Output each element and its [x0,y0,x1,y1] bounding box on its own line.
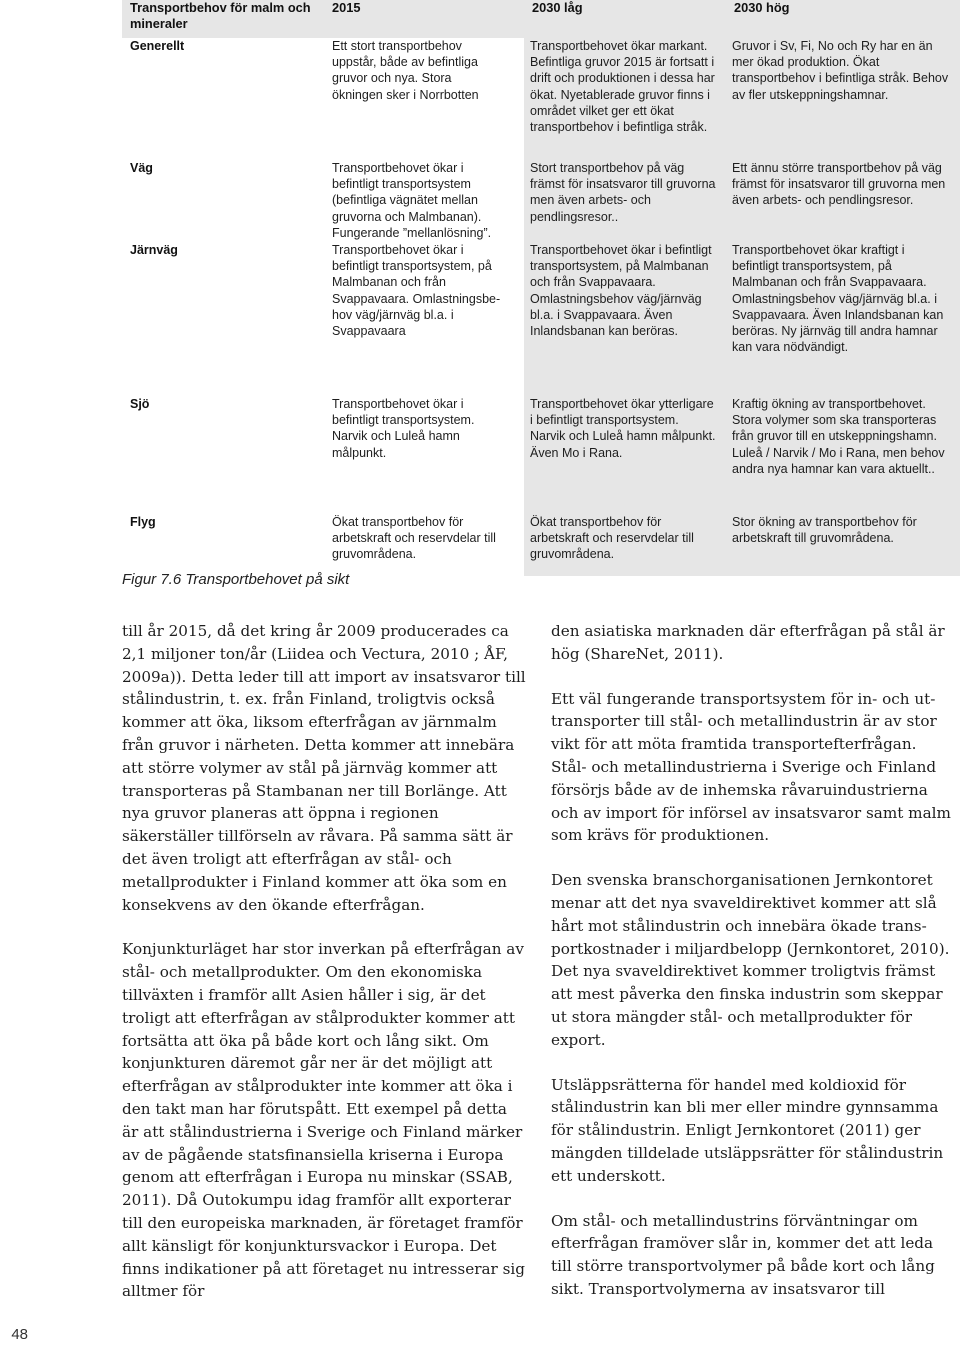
paragraph: Den svenska branschorganisationen Jernkontoret menar att det nya svaveldirektivet kommer att slå hårt mot stålindustrin och innebära ökade transportkostnader i miljardbelopp (Jernkontoret, 2010). Det nya svaveldirektivet kommer troligtvis främst att mest påverka den finska industrin som skeppar ut stora mängder stål- och metallprodukter för export. [551,871,950,1049]
row-label: Sjö [130,397,150,411]
header-category: Transportbehov för malm och mineraler [122,0,324,38]
body-column-right [551,620,956,1323]
cell-2015: Transportbehovet ökar i befintligt transportsystem, på Malmbanan och från Svappavaara. Omlastningsbehov väg/järnväg bl.a. i Svappavaara [332,243,501,339]
cell-2030-low: Transportbehovet ökar ytterligare i befintligt transportsystem. Narvik och Luleå hamn målpunkt. Även Mo i Rana. [524,396,726,514]
header-2030-high: 2030 hög [726,0,960,38]
cell-2030-high: Stor ökning av transportbehov för arbetskraft till gruvområdena. [726,514,960,576]
page-number: 48 [11,1326,28,1343]
cell-2030-high: Kraftig ökning av transportbehovet. Stora volymer som ska transporteras från gruvor till en utskeppningshamn. Luleå / Narvik / Mo i Rana, men behov andra nya hamnar kan vara aktuellt.. [726,396,960,514]
row-label: Generellt [130,39,185,53]
paragraph: Om stål- och metallindustrins förväntningar om efterfrågan framöver slår in, kommer det att leda till större transportvolymer på både kort och lång sikt. Transportvolymerna av insatsvaror till [551,1211,935,1298]
cell-2015: Ökat transportbehov för arbetskraft och reservdelar till gruvområdena. [332,515,496,562]
figure-caption: Figur 7.6 Transportbehovet på sikt [122,571,350,588]
paragraph: Konjunkturläget har stor inverkan på efterfrågan av stål- och metallprodukter. Om den ekonomiska tillväxten i framför allt Asien håller i sig, är det troligt att efterfrågan av stålprodukter kommer att fortsätta att öka på både kort och lång sikt. Om konjunkturen däremot går ner är det möjligt att efterfrågan av stålprodukter inte kommer att öka i den takt man har förutspått. Ett exempel på detta är att stålindustrierna i Sverige och Finland märker av de pågående statsfinansiella kriserna i Europa genom att efterfrågan i Europa nu minskar (SSAB, 2011). Då Outokumpu idag framför allt exporterar till den europeiska marknaden, är företaget framför allt känsligt för konjunktursvackor i Europa. Det finns indikationer på att företaget nu intresserar sig alltmer för [122,940,525,1301]
cell-2030-low: Transportbehovet ökar i befintligt transportsystem, på Malmbanan och från Svappavaara. Omlastningsbehov väg/järnväg bl.a. i Svappavaara. Även Inlandsbanan kan beröras. [524,242,726,396]
cell-2030-high: Ett ännu större transportbehov på väg främst för insatsvaror till gruvorna men även arbets- och pendlingsresor. [726,160,960,242]
paragraph: Utsläppsrätterna för handel med koldioxid för stålindustrin kan bli mer eller mindre gynnsamma för stålindustrin. Enligt Jernkontoret (2011) ger mängden tilldelade utsläppsrätter för stålindustrin ett underskott. [551,1075,944,1185]
table-header-row [122,0,960,38]
paragraph: Ett väl fungerande transportsystem för in- och uttransporter till stål- och metallindustrin är av stor vikt för att möta framtida transportefterfrågan. Stål- och metallindustrierna i Sverige och Finland försörjs både av de inhemska råvaruindustrierna och av import för införsel av insatsvaror samt malm som krävs för produktionen. [551,689,951,845]
row-label: Flyg [130,515,156,529]
table-row [122,242,960,396]
row-label: Järnväg [130,243,178,257]
cell-2030-low: Ökat transportbehov för arbetskraft och reservdelar till gruvområdena. [524,514,726,576]
cell-2030-low: Stort transportbehov på väg främst för insatsvaror till gruvorna men även arbets- och pendlingsresor.. [524,160,726,242]
body-column-left [122,620,527,1325]
paragraph: den asiatiska marknaden där efterfrågan på stål är hög (ShareNet, 2011). [551,622,945,663]
paragraph: till år 2015, då det kring år 2009 producerades ca 2,1 miljoner ton/år (Liidea och Vectura, 2010 ; ÅF, 2009a)). Detta leder till att import av insatsvaror till stålindustrin, t. ex. från Finland, troligtvis också kommer att öka, liksom efterfrågan av järnmalm från gruvor i närheten. Detta kommer att innebära att större volymer av stål på järnväg kommer att transporteras på Stambanan ner till Borlänge. Att nya gruvor planeras att öppna i regionen säkerställer tillförseln av råvara. På samma sätt är det även troligt att efterfrågan av stål- och metallprodukter i Finland kommer att öka som en konsekvens av den ökande efterfrågan. [122,622,526,914]
cell-2030-low: Transportbehovet ökar markant. Befintliga gruvor 2015 är fortsatt i drift och produktionen i dessa har ökat. Nyetablerade gruvor finns i området vilket ger ett ökat transportbehov i befintliga stråk. [524,38,726,160]
cell-2030-high: Transportbehovet ökar kraftigt i befintligt transportsystem, på Malmbanan och från Svappavaara. Omlastningsbehov väg/järnväg bl.a. i Svappavaara. Även Inlandsbanan kan beröras. Ny järnväg till andra hamnar kan vara nödvändigt. [726,242,960,396]
table-row [122,38,960,160]
cell-2015: Ett stort transportbehov uppstår, både av befintliga gruvor och nya. Stora ökningen sker i Norrbotten [332,39,479,102]
cell-2030-high: Gruvor i Sv, Fi, No och Ry har en än mer ökad produktion. Ökat transportbehov i befintliga stråk. Behov av fler utskeppningshamnar. [726,38,960,160]
table-row [122,160,960,242]
cell-2015: Transportbehovet ökar i befintligt transportsystem (befintliga vägnätet mellan gruvorna och Malmbanan). Fungerande ”mellanlösning”. [332,161,492,240]
transport-needs-table-wrapper [122,0,960,576]
cell-2015: Transportbehovet ökar i befintligt transportsystem. Narvik och Luleå hamn målpunkt. [332,397,475,460]
transport-needs-table [122,0,960,576]
table-row [122,514,960,576]
row-label: Väg [130,161,153,175]
header-2015: 2015 [324,0,524,38]
table-row [122,396,960,514]
header-2030-low: 2030 låg [524,0,726,38]
